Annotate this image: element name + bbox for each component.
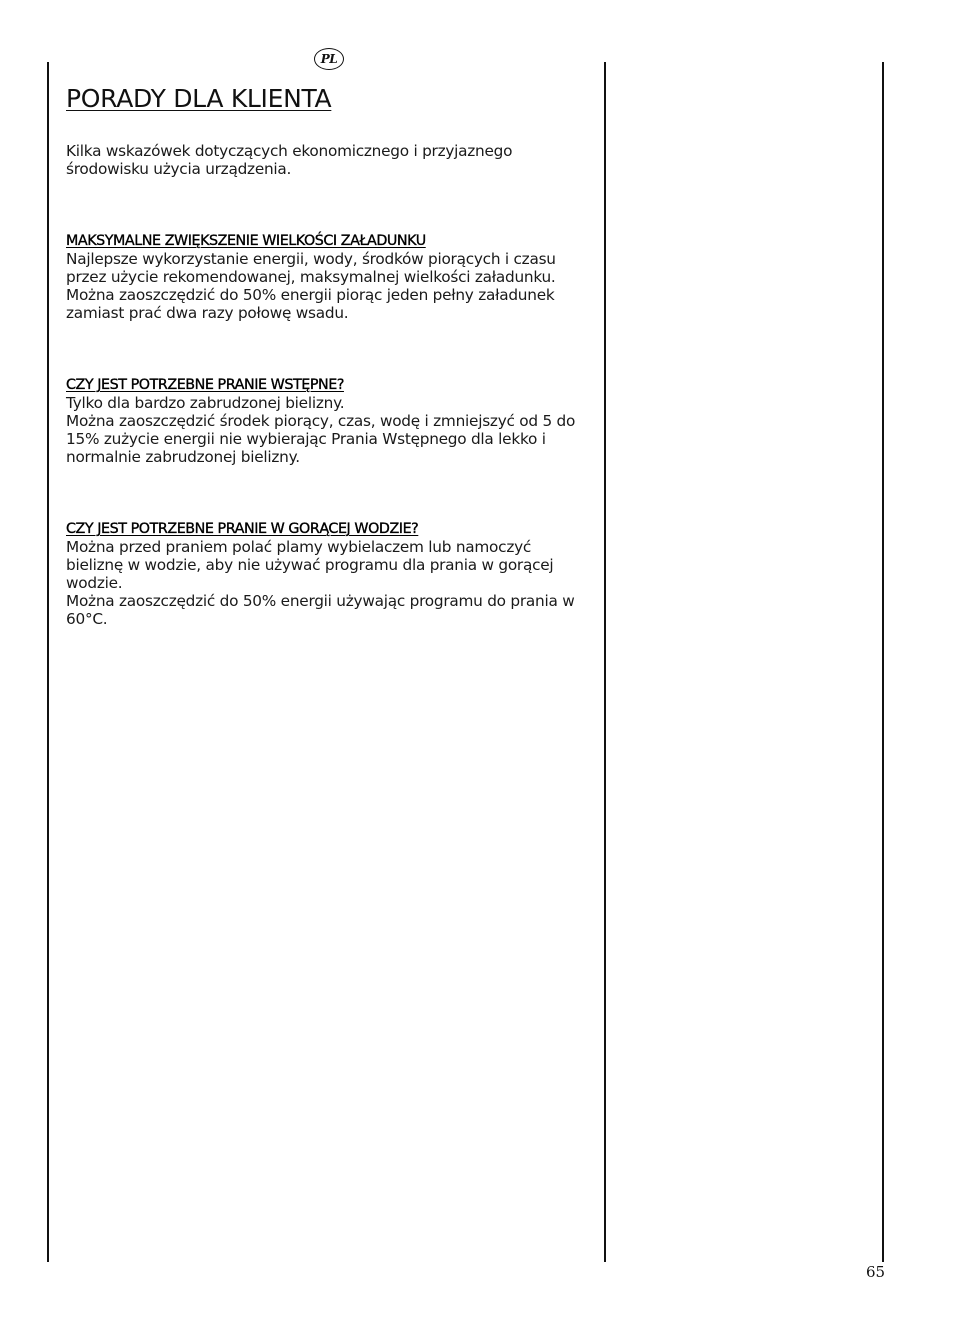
section-paragraph: Tylko dla bardzo zabrudzonej bielizny. — [66, 394, 345, 412]
section-paragraph: Można zaoszczędzić do 50% energii używając programu do prania w 60°C. — [66, 592, 575, 628]
section-prewash — [66, 376, 586, 466]
intro-text: Kilka wskazówek dotyczących ekonomicznego i przyjaznego środowisku użycia urządzenia. — [66, 142, 513, 178]
section-paragraph: Można przed praniem polać plamy wybielaczem lub namoczyć bieliznę w wodzie, aby nie używać programu dla prania w gorącej wodzie. — [66, 538, 554, 592]
section-heading: CZY JEST POTRZEBNE PRANIE W GORĄCEJ WODZIE? — [66, 521, 419, 537]
page-number: 65 — [866, 1263, 886, 1281]
section-paragraph: Najlepsze wykorzystanie energii, wody, środków piorących i czasu przez użycie rekomendowanej, maksymalnej wielkości załadunku. — [66, 250, 556, 286]
section-heading: CZY JEST POTRZEBNE PRANIE WSTĘPNE? — [66, 377, 344, 393]
left-column-rule — [47, 62, 49, 1262]
section-max-load — [66, 232, 586, 322]
main-column — [66, 82, 586, 628]
section-hot-wash — [66, 520, 586, 628]
section-heading: MAKSYMALNE ZWIĘKSZENIE WIELKOŚCI ZAŁADUNKU — [66, 233, 426, 249]
section-paragraph: Można zaoszczędzić do 50% energii piorąc jeden pełny załadunek zamiast prać dwa razy połowę wsadu. — [66, 286, 555, 322]
section-paragraph: Można zaoszczędzić środek piorący, czas, wodę i zmniejszyć od 5 do 15% zużycie energii nie wybierając Prania Wstępnego dla lekko i normalnie zabrudzonej bielizny. — [66, 412, 576, 466]
middle-column-rule — [604, 62, 606, 1262]
language-badge: PL — [314, 48, 344, 70]
right-column-rule — [882, 62, 884, 1262]
page-title: PORADY DLA KLIENTA — [66, 84, 332, 113]
